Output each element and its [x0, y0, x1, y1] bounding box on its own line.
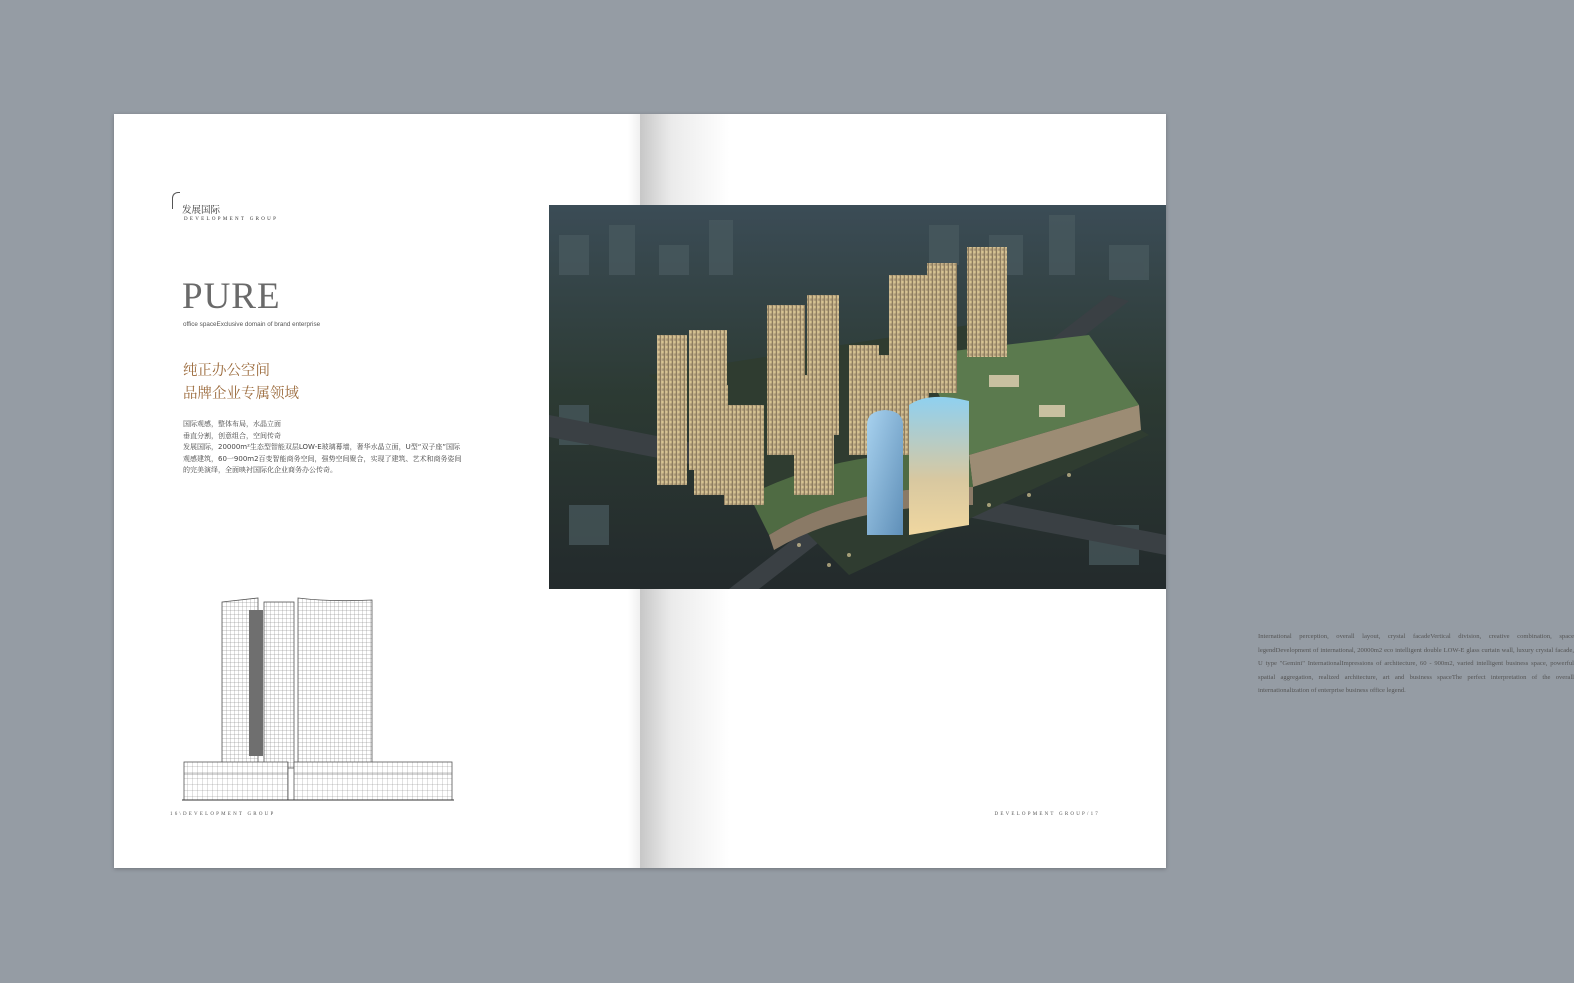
- page-title: PURE: [182, 276, 281, 317]
- aerial-building-render: [549, 205, 1166, 589]
- logo-en-text: DEVELOPMENT GROUP: [184, 217, 279, 222]
- cn-heading-line: 品牌企业专属领域: [183, 386, 299, 402]
- logo-mark-icon: [172, 192, 180, 209]
- en-body-text: International perception, overall layout, crystal facadeVertical division, creative combination, space legendDevelopment of international, 20000m2 eco intelligent double LOW-E glass curtain wall, luxury crystal facade, U type "Gemini" InternationalImpressions of architecture, 60 - 900m2, varied intelligent business space, powerful spatial aggregation, realized architecture, art and business spaceThe perfect interpretation of the overall internationalization of enterprise business office legend.: [1258, 633, 1574, 695]
- cn-heading: [183, 360, 299, 406]
- page-footer-right: DEVELOPMENT GROUP/17: [994, 812, 1100, 817]
- cn-body-text: [183, 419, 483, 477]
- cn-body-line: 发展国际，20000m²生态型智能双层LOW-E玻璃幕墙，奢华水晶立面，U型“双子座”国际: [183, 443, 461, 451]
- brochure-spread: [114, 114, 1574, 868]
- cn-body-line: 观感建筑，60一900m2百变智能商务空间，强势空间聚合，实现了建筑、艺术和商务姿间: [183, 454, 462, 463]
- logo-cn-text: 发展国际: [182, 205, 221, 216]
- cn-body-line: 的完美演绎，全面映衬国际化企业商务办公传奇。: [183, 466, 337, 474]
- cn-heading-line: 纯正办公空间: [183, 363, 270, 379]
- cn-body-line: 垂直分割，创意组合，空间传奇: [183, 431, 281, 440]
- page-footer-left: 16\DEVELOPMENT GROUP: [170, 812, 276, 817]
- cn-body-line: 国际观感，整体布局，水晶立面: [183, 420, 281, 428]
- page-subtitle: office spaceExclusive domain of brand enterprise: [183, 321, 321, 328]
- building-elevation-drawing: [182, 598, 454, 802]
